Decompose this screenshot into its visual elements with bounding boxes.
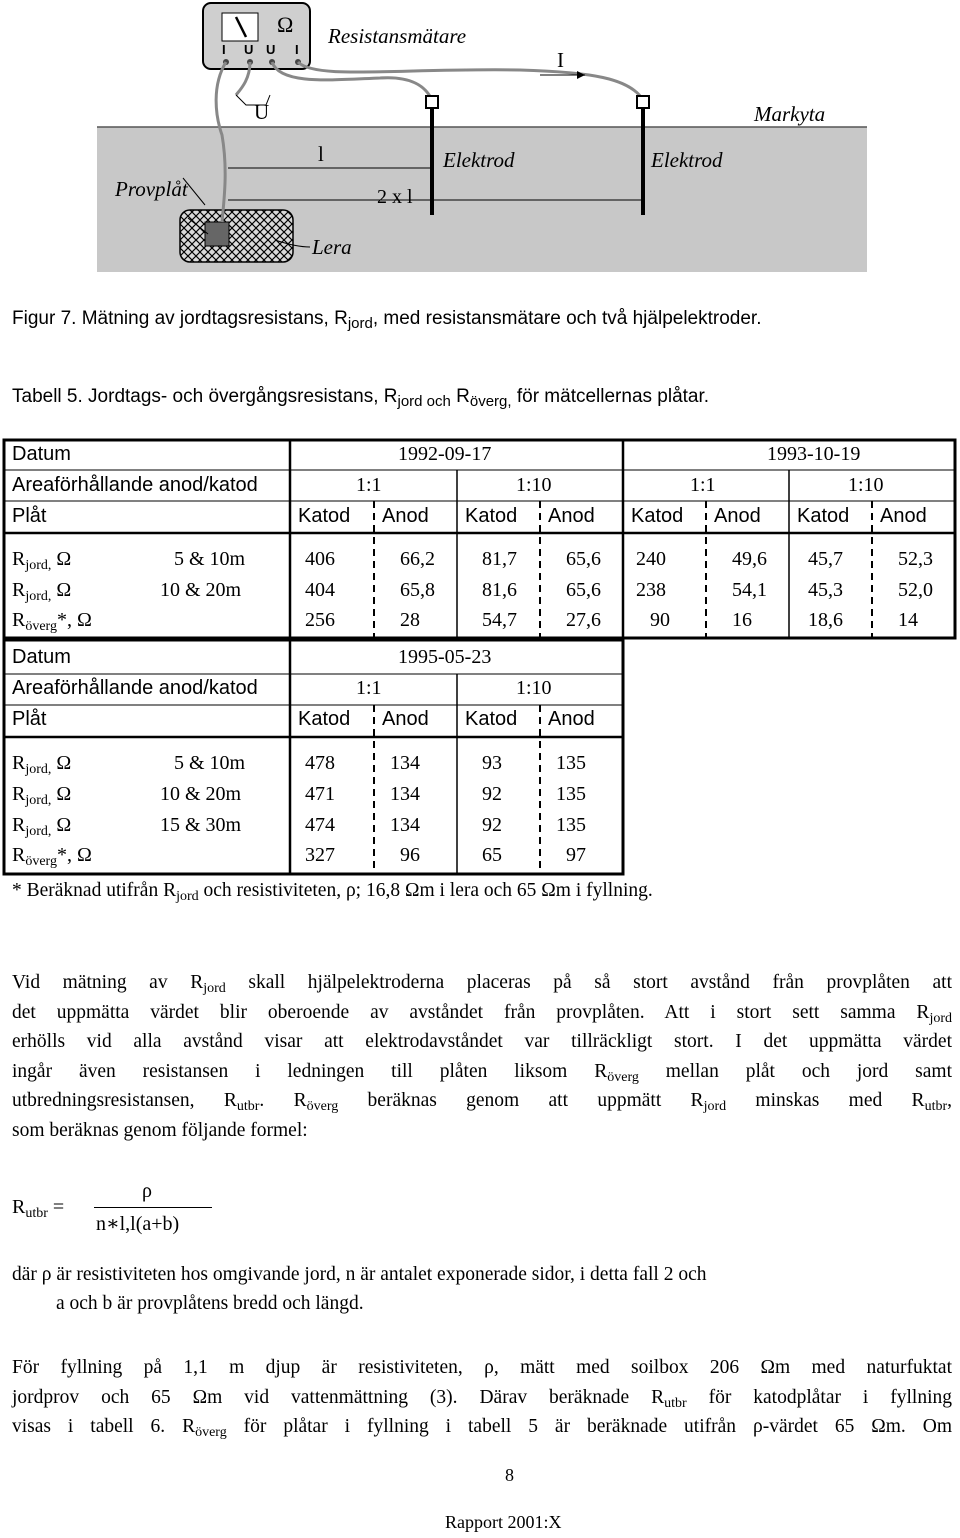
t2-cell: 478 [305, 752, 335, 774]
t2-area-label: Areaförhållande anod/katod [12, 677, 258, 699]
terminal-i-2: I [295, 42, 299, 57]
terminal-u-2: U [266, 42, 276, 57]
ohm-symbol: Ω [277, 12, 294, 37]
where-line-2: a och b är provplåtens bredd och längd. [56, 1293, 364, 1314]
t1-cell: 18,6 [808, 609, 843, 631]
t1-cell: 52,3 [898, 548, 933, 570]
meter-label: Resistansmätare [328, 24, 467, 48]
t1-cell: 90 [650, 609, 670, 631]
t1-cell: 45,3 [808, 579, 843, 601]
t1-date-2: 1993-10-19 [767, 443, 861, 465]
t1-cell: 54,1 [732, 579, 767, 601]
t2-row-3-dist: 15 & 30m [160, 814, 242, 836]
formula-numerator: ρ [142, 1180, 152, 1202]
t1-date-1: 1992-09-17 [398, 443, 492, 465]
t1-cell: 28 [400, 609, 420, 631]
distance-2-label: 2 x l [377, 186, 413, 208]
table-caption: Tabell 5. Jordtags- och övergångsresistans, $R_{jord och}$ $R_{överg,}$ för mätcellernas plåtar. [12, 386, 710, 410]
t1-row-2-dist: 10 & 20m [160, 579, 242, 601]
t2-cell: 474 [305, 814, 335, 836]
t2-date-1: 1995-05-23 [398, 646, 492, 668]
electrode-2-label: Elektrod [651, 148, 723, 172]
t2-row-3-label: $R_{jord,}$ Ω [12, 814, 72, 839]
test-plate [205, 222, 229, 246]
t2-ratio-1: 1:1 [356, 677, 382, 699]
t2-row-2-dist: 10 & 20m [160, 783, 242, 805]
t2-row-4-label: $R_{överg}*$, Ω [12, 844, 92, 869]
t2-cell: 327 [305, 844, 335, 866]
t1-plate-3: Katod [465, 505, 518, 527]
t1-row-2-label: $R_{jord,}$ Ω [12, 579, 72, 604]
t2-cell: 135 [556, 783, 586, 805]
t1-plate-2: Anod [382, 505, 429, 527]
t1-cell: 16 [732, 609, 752, 631]
t1-ratio-4: 1:10 [848, 474, 884, 496]
t1-plate-1: Katod [298, 505, 351, 527]
table-footnote: * Beräknad utifrån $R_{jord}$ och resistiviteten, ρ; 16,8 Ωm i lera och 65 Ωm i fyllning. [12, 880, 653, 904]
report-footer: Rapport 2001:X [445, 1512, 562, 1532]
t1-plate-label: Plåt [12, 505, 47, 527]
t1-cell: 66,2 [400, 548, 435, 570]
t1-row-1-label: $R_{jord,}$ Ω [12, 548, 72, 573]
t1-plate-4: Anod [548, 505, 595, 527]
t2-plate-1: Katod [298, 708, 351, 730]
t1-datum-label: Datum [12, 443, 71, 465]
t1-cell: 49,6 [732, 548, 767, 570]
electrode-1-label: Elektrod [443, 148, 515, 172]
t1-row-1-dist: 5 & 10m [174, 548, 246, 570]
t1-cell: 52,0 [898, 579, 933, 601]
t1-cell: 256 [305, 609, 335, 631]
t1-cell: 65,8 [400, 579, 435, 601]
t2-row-2-label: $R_{jord,}$ Ω [12, 783, 72, 808]
t1-cell: 238 [636, 579, 666, 601]
table-1 [0, 438, 960, 643]
t2-plate-4: Anod [548, 708, 595, 730]
clay-region [180, 210, 293, 262]
t1-cell: 65,6 [566, 579, 601, 601]
t1-cell: 406 [305, 548, 335, 570]
t1-ratio-2: 1:10 [516, 474, 552, 496]
figure-measurement [0, 0, 960, 280]
t1-ratio-3: 1:1 [690, 474, 716, 496]
t1-plate-8: Anod [880, 505, 927, 527]
distance-1-label: l [318, 142, 324, 166]
t2-cell: 134 [390, 783, 420, 805]
t2-cell: 93 [482, 752, 502, 774]
t2-plate-3: Katod [465, 708, 518, 730]
t1-cell: 81,7 [482, 548, 517, 570]
t2-cell: 96 [400, 844, 420, 866]
paragraph-1: Vid mätning av $R_{jord}$ skall hjälpelektroderna placeras på så stort avstånd från provplåten att det uppmätta värdet blir oberoende av avståndet från provplåten. Att i stort sett samma $R_{jord}$ erhölls vid alla avstånd visar att elektrodavståndet var tillräckligt stort. I det uppmätta värdet ingår även resistansen i ledningen till plåten liksom $R_{överg}$ mellan plåt och jord samt utbredningsresistansen, $R_{utbr}$. $R_{överg}$ beräknas genom att uppmätt $R_{jord}$ minskas med $R_{utbr}$, som beräknas genom följande formel: [12, 972, 952, 1141]
terminal-u-1: U [244, 42, 254, 57]
t2-datum-label: Datum [12, 646, 71, 668]
t2-cell: 92 [482, 783, 502, 805]
current-label: I [557, 48, 564, 72]
t2-cell: 134 [390, 814, 420, 836]
figure-caption: Figur 7. Mätning av jordtagsresistans, $R_{jord}$, med resistansmätare och två hjälpelektroder. [12, 308, 762, 332]
t1-cell: 404 [305, 579, 335, 601]
t2-cell: 135 [556, 814, 586, 836]
t2-row-1-label: $R_{jord,}$ Ω [12, 752, 72, 777]
t2-cell: 471 [305, 783, 335, 805]
t2-cell: 135 [556, 752, 586, 774]
t2-plate-2: Anod [382, 708, 429, 730]
fraction-bar [94, 1207, 212, 1208]
paragraph-2: För fyllning på 1,1 m djup är resistiviteten, ρ, mätt med soilbox 206 Ωm med naturfuktat jordprov och 65 Ωm vid vattenmättning (3). Därav beräknade $R_{utbr}$ för katodplåtar i fyllning visas i tabell 6. $R_{överg}$ för plåtar i fyllning i tabell 5 är beräknade utifrån ρ-värdet 65 Ωm. Om [12, 1357, 952, 1440]
t2-row-1-dist: 5 & 10m [174, 752, 246, 774]
where-line-1: där ρ är resistiviteten hos omgivande jord, n är antalet exponerade sidor, i detta fall 2 och [12, 1264, 707, 1285]
t1-area-label: Areaförhållande anod/katod [12, 474, 258, 496]
t2-cell: 134 [390, 752, 420, 774]
page-number: 8 [505, 1465, 514, 1485]
formula [12, 1180, 312, 1250]
plate-label: Provplåt [115, 177, 188, 201]
table-2 [0, 638, 640, 878]
t2-ratio-2: 1:10 [516, 677, 552, 699]
ground-label: Markyta [754, 102, 826, 126]
t2-cell: 65 [482, 844, 502, 866]
t1-plate-7: Katod [797, 505, 850, 527]
wire-i-electrode [298, 62, 643, 100]
t1-cell: 27,6 [566, 609, 601, 631]
t1-cell: 45,7 [808, 548, 843, 570]
t1-cell: 81,6 [482, 579, 517, 601]
t1-plate-5: Katod [631, 505, 684, 527]
t1-cell: 65,6 [566, 548, 601, 570]
t1-plate-6: Anod [714, 505, 761, 527]
formula-lhs: $R_{utbr}$ = [12, 1196, 65, 1221]
voltage-label: U [254, 100, 270, 124]
terminal-i-1: I [222, 42, 226, 57]
clay-label: Lera [312, 235, 352, 259]
t1-cell: 54,7 [482, 609, 517, 631]
t1-ratio-1: 1:1 [356, 474, 382, 496]
t1-cell: 240 [636, 548, 666, 570]
t2-cell: 97 [566, 844, 586, 866]
t1-row-3-label: $R_{överg}*$, Ω [12, 609, 92, 634]
formula-denominator: n∗l,l(a+b) [96, 1213, 180, 1235]
t1-cell: 14 [898, 609, 918, 631]
t2-cell: 92 [482, 814, 502, 836]
t2-plate-label: Plåt [12, 708, 47, 730]
